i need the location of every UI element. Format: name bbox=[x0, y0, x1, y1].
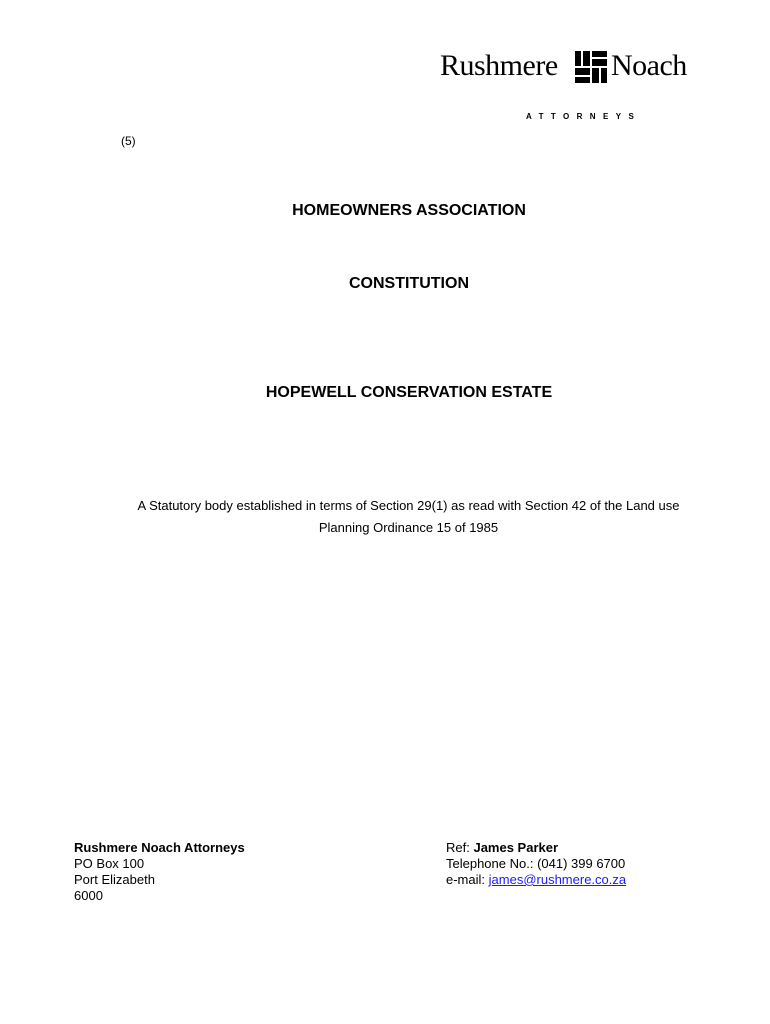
contact-block bbox=[446, 840, 626, 888]
statutory-note: A Statutory body established in terms of Section 29(1) as read with Section 42 of the Land use Planning Ordinance 15 of 1985 bbox=[137, 498, 680, 535]
email-line bbox=[446, 872, 626, 888]
firm-logo bbox=[440, 48, 700, 128]
ref-name: James Parker bbox=[473, 840, 559, 855]
email-label: e-mail: bbox=[446, 872, 486, 887]
logo-grid-icon bbox=[575, 51, 607, 83]
firm-name: Rushmere Noach Attorneys bbox=[74, 840, 245, 855]
logo-word-rushmere: Rushmere bbox=[440, 49, 558, 82]
title-association: HOMEOWNERS ASSOCIATION bbox=[292, 202, 526, 219]
logo-subtitle: ATTORNEYS bbox=[526, 112, 642, 121]
ref-label: Ref: bbox=[446, 840, 470, 855]
city: Port Elizabeth bbox=[74, 872, 155, 887]
logo-word-noach: Noach bbox=[611, 49, 687, 82]
po-box: PO Box 100 bbox=[74, 856, 145, 871]
title-estate: HOPEWELL CONSERVATION ESTATE bbox=[265, 384, 553, 401]
firm-address-block bbox=[74, 840, 245, 904]
email-link[interactable]: james@rushmere.co.za bbox=[488, 872, 627, 887]
postal-code: 6000 bbox=[74, 888, 103, 903]
title-constitution: CONSTITUTION bbox=[349, 275, 469, 292]
reference-line bbox=[446, 840, 626, 856]
telephone: Telephone No.: (041) 399 6700 bbox=[446, 856, 626, 871]
page-marker: (5) bbox=[121, 134, 136, 148]
